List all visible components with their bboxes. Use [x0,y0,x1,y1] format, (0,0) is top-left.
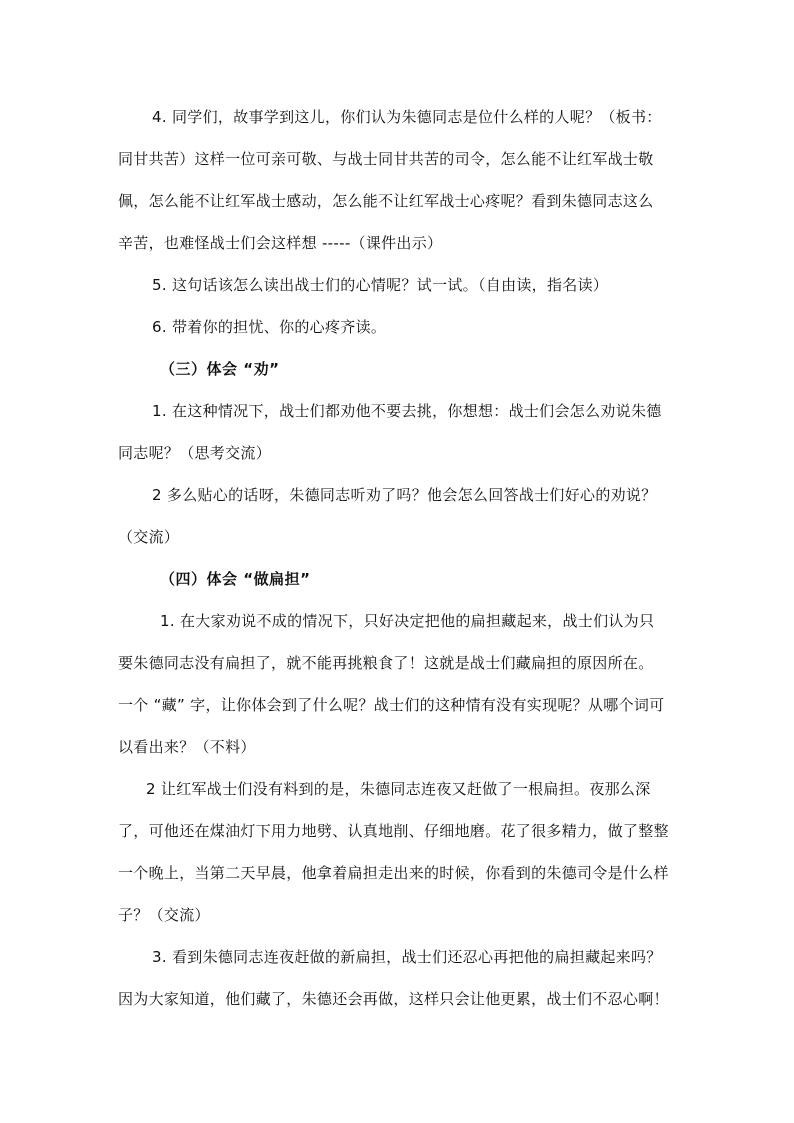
paragraph-5 [118,264,678,306]
section-3-item-2-line-1: 2 多么贴心的话呀，朱德同志听劝了吗？他会怎么回答战士们好心的劝说？ [152,486,657,504]
paragraph-4 [118,96,678,264]
section-4-item-2-line-4: 子？（交流） [118,906,210,924]
section-3-item-2 [118,474,678,558]
section-4-item-1-line-4: 以看出来？（不料） [118,738,256,756]
section-4-item-1 [118,600,678,768]
section-3-item-2-line-2: （交流） [118,528,180,546]
section-4-item-2-line-2: 了，可他还在煤油灯下用力地劈、认真地削、仔细地磨。花了很多精力，做了整整 [118,822,669,840]
section-4-item-1-line-3: 一个 “藏” 字，让你体会到了什么呢？战士们的这种情有没有实现呢？从哪个词可 [118,696,665,714]
paragraph-4-line-4: 辛苦，也难怪战士们会这样想 -----（课件出示） [118,234,443,252]
section-4-item-2-line-3: 一个晚上，当第二天早晨，他拿着扁担走出来的时候，你看到的朱德司令是什么样 [118,864,669,882]
paragraph-6 [118,306,678,348]
paragraph-5-line-1: 5. 这句话该怎么读出战士们的心情呢？试一试。（自由读，指名读） [152,276,609,294]
section-heading-4: （四）体会 “做扁担” [160,570,311,588]
section-4-item-3 [118,936,678,1020]
section-4-item-1-line-2: 要朱德同志没有扁担了，就不能再挑粮食了！这就是战士们藏扁担的原因所在。 [118,654,654,672]
paragraph-4-line-1: 4. 同学们，故事学到这儿，你们认为朱德同志是位什么样的人呢？（板书： [152,108,662,126]
section-3-item-1-line-1: 1. 在这种情况下，战士们都劝他不要去挑，你想想：战士们会怎么劝说朱德 [152,402,662,420]
section-heading-3: （三）体会 “劝” [160,360,280,378]
section-4-item-3-line-2: 因为大家知道，他们藏了，朱德还会再做，这样只会让他更累，战士们不忍心啊！ [118,990,669,1008]
section-4-item-2-line-1: 2 让红军战士们没有料到的是，朱德同志连夜又赶做了一根扁担。夜那么深 [146,780,651,798]
section-3-item-1 [118,390,678,474]
paragraph-4-line-2: 同甘共苦）这样一位可亲可敬、与战士同甘共苦的司令，怎么能不让红军战士敬 [118,150,654,168]
section-4-item-3-line-1: 3. 看到朱德同志连夜赶做的新扁担，战士们还忍心再把他的扁担藏起来吗？ [152,948,662,966]
paragraph-6-line-1: 6. 带着你的担忧、你的心疼齐读。 [152,318,387,336]
section-3-item-1-line-2: 同志呢？（思考交流） [118,444,272,462]
section-4-item-1-line-1: 1. 在大家劝说不成的情况下，只好决定把他的扁担藏起来，战士们认为只 [160,612,655,630]
paragraph-4-line-3: 佩，怎么能不让红军战士感动，怎么能不让红军战士心疼呢？看到朱德同志这么 [118,192,654,210]
section-4-item-2 [118,768,678,936]
